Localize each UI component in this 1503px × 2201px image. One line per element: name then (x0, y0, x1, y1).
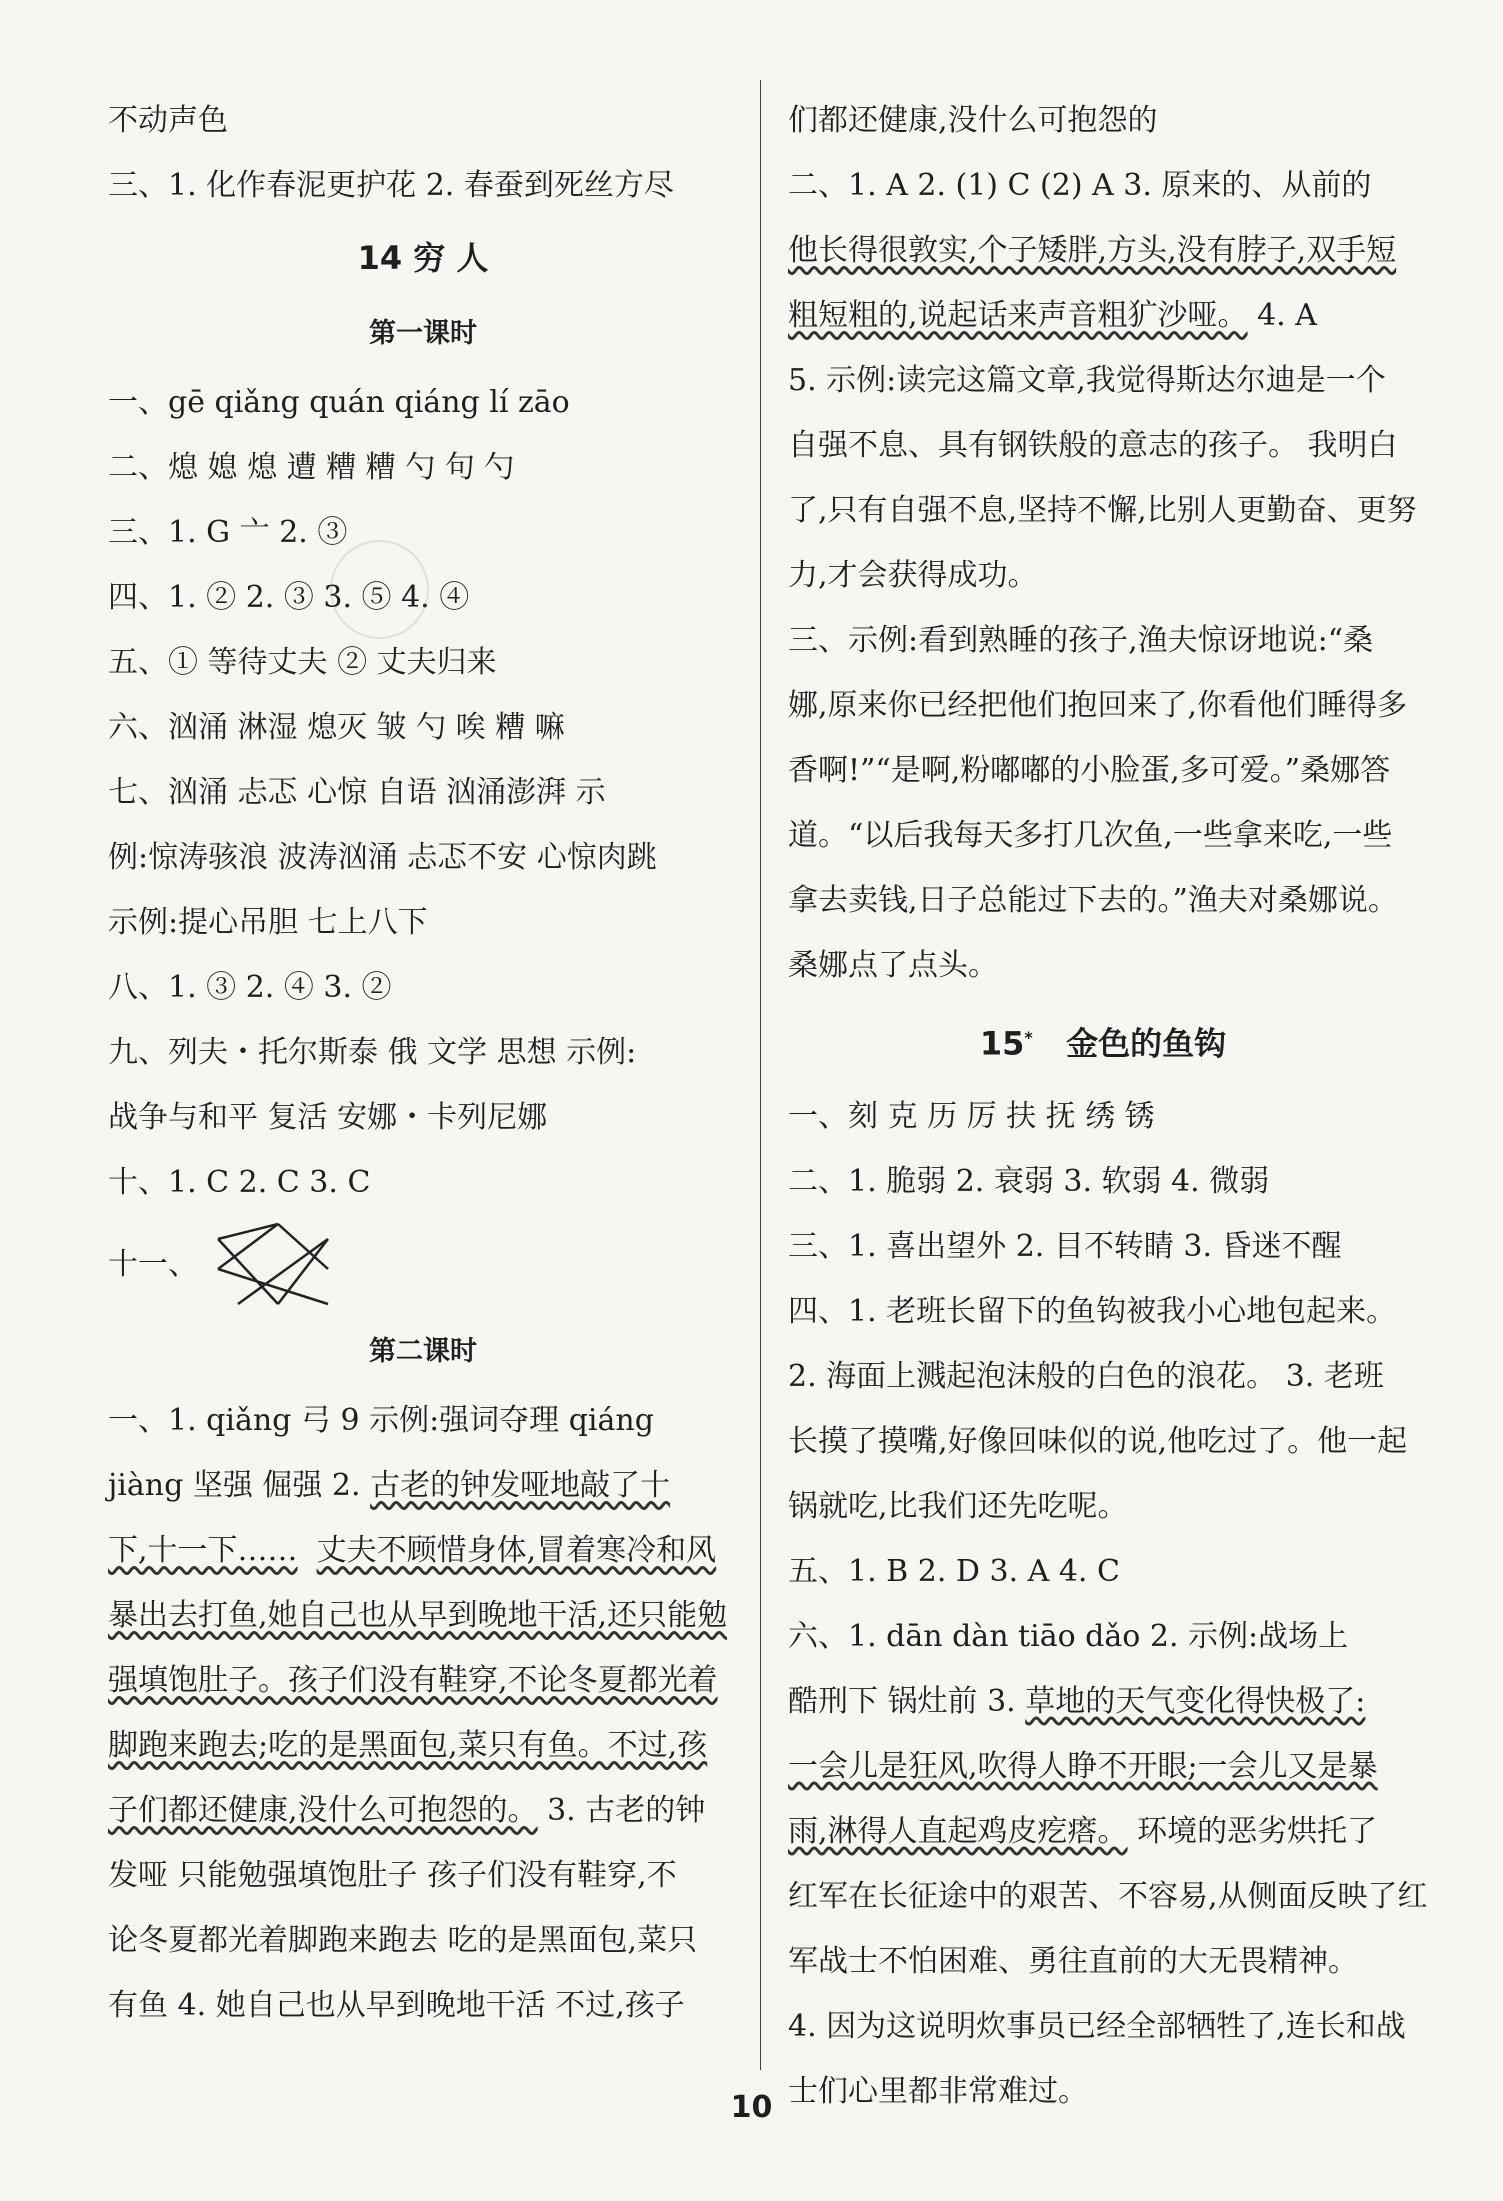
text-line (788, 1734, 1418, 1799)
text-line: 5. 示例:读完这篇文章,我觉得斯达尔迪是一个 (788, 363, 1386, 398)
text-line: 五、① 等待丈夫 ② 丈夫归来 (108, 645, 497, 680)
text-line: 十、1. C 2. C 3. C (108, 1165, 371, 1200)
text-line: 二、1. 脆弱 2. 衰弱 3. 软弱 4. 微弱 (788, 1163, 1270, 1199)
text-line: 发哑 只能勉强填饱肚子 孩子们没有鞋穿,不 (108, 1858, 677, 1893)
text-span: 3. 古老的钟 (537, 1793, 706, 1828)
text-line: 论冬夏都光着脚跑来跑去 吃的是黑面包,菜只 (108, 1923, 698, 1958)
text-line: 战争与和平 复活 安娜・卡列尼娜 (108, 1100, 548, 1135)
text-line (788, 283, 1418, 348)
underlined-text: 粗短粗的,说起话来声音粗犷沙哑。 (788, 298, 1248, 333)
text-line: 三、示例:看到熟睡的孩子,渔夫惊讶地说:“桑 (788, 623, 1374, 658)
text-line (108, 1648, 738, 1713)
page-number: 10 (730, 2090, 773, 2125)
text-line (788, 218, 1418, 283)
underlined-text: 他长得很敦实,个子矮胖,方头,没有脖子,双手短 (788, 233, 1397, 268)
text-line: 九、列夫・托尔斯泰 俄 文学 思想 示例: (108, 1035, 637, 1070)
text-line: 四、1. ② 2. ③ 3. ⑤ 4. ④ (108, 580, 470, 615)
text-line: 示例:提心吊胆 七上八下 (108, 905, 428, 940)
text-line: 六、1. dān dàn tiāo dǎo 2. 示例:战场上 (788, 1618, 1349, 1654)
text-line: 娜,原来你已经把他们抱回来了,你看他们睡得多 (788, 688, 1408, 723)
watermark-stamp (330, 540, 429, 639)
text-line: 了,只有自强不息,坚持不懈,比别人更勤奋、更努 (788, 493, 1417, 528)
text-line: 长摸了摸嘴,好像回味似的说,他吃过了。他一起 (788, 1423, 1408, 1459)
text-line: 一、gē qiǎng quán qiáng lí zāo (108, 385, 570, 420)
text-line: 4. 因为这说明炊事员已经全部牺牲了,连长和战 (788, 2008, 1406, 2044)
text-line: 拿去卖钱,日子总能过下去的。”渔夫对桑娜说。 (788, 883, 1398, 918)
text-line: 一、刻 克 历 厉 扶 抚 绣 锈 (788, 1098, 1155, 1134)
text-line (108, 1453, 738, 1518)
lesson-name: 金色的鱼钩 (1066, 1024, 1227, 1063)
lesson-title (788, 998, 1418, 1084)
underlined-text: 雨,淋得人直起鸡皮疙瘩。 (788, 1813, 1128, 1849)
text-line: 力,才会获得成功。 (788, 558, 1038, 593)
text-line: 有鱼 4. 她自己也从早到晚地干活 不过,孩子 (108, 1988, 685, 2023)
text-line: 桑娜点了点头。 (788, 948, 998, 983)
text-line: 六、汹涌 淋湿 熄灭 皱 勺 唉 糟 嘛 (108, 710, 565, 745)
text-line: 香啊!”“是啊,粉嘟嘟的小脸蛋,多可爱。”桑娜答 (788, 753, 1391, 788)
left-column (108, 88, 738, 2038)
text-line (788, 1799, 1418, 1864)
underlined-text: 丈夫不顾惜身体,冒着寒冷和风 (316, 1533, 717, 1568)
text-line: 例:惊涛骇浪 波涛汹涌 忐忑不安 心惊肉跳 (108, 840, 657, 875)
text-line: 红军在长征途中的艰苦、不容易,从侧面反映了红 (788, 1878, 1428, 1914)
text-line: 三、1. G 亠 2. ③ (108, 515, 348, 550)
text-line: 三、1. 化作春泥更护花 2. 春蚕到死丝方尽 (108, 168, 674, 203)
lesson-star: * (1024, 1028, 1033, 1047)
text-line: 三、1. 喜出望外 2. 目不转睛 3. 昏迷不醒 (788, 1228, 1342, 1264)
text-line (108, 1713, 738, 1778)
underlined-text: 一会儿是狂风,吹得人睁不开眼;一会儿又是暴 (788, 1748, 1378, 1784)
column-divider (760, 80, 761, 2070)
underlined-text: 草地的天气变化得快极了: (1025, 1683, 1366, 1719)
lesson-number: 15 (979, 1024, 1025, 1063)
text-line: 军战士不怕困难、勇往直前的大无畏精神。 (788, 1943, 1358, 1979)
text-line (108, 1518, 738, 1583)
text-span: 4. A (1247, 298, 1317, 333)
text-line: 士们心里都非常难过。 (788, 2073, 1088, 2109)
matching-lines-figure (208, 1219, 338, 1309)
section-heading: 第二课时 (369, 1336, 477, 1367)
text-line (108, 1583, 738, 1648)
text-line: 八、1. ③ 2. ④ 3. ② (108, 970, 392, 1005)
underlined-text: 古老的钟发哑地敲了十 (370, 1468, 671, 1503)
underlined-text: 脚跑来跑去;吃的是黑面包,菜只有鱼。不过,孩 (108, 1728, 708, 1763)
text-span: 酷刑下 锅灶前 3. (788, 1683, 1026, 1719)
text-line: 2. 海面上溅起泡沫般的白色的浪花。 3. 老班 (788, 1358, 1384, 1394)
text-span: jiàng 坚强 倔强 2. (108, 1468, 371, 1503)
text-label: 十一、 (108, 1246, 198, 1282)
lesson-title: 14 穷 人 (357, 239, 489, 277)
text-line: 二、1. A 2. (1) C (2) A 3. 原来的、从前的 (788, 168, 1372, 203)
section-heading: 第一课时 (369, 318, 477, 349)
text-line: 一、1. qiǎng 弓 9 示例:强词夺理 qiáng (108, 1403, 654, 1438)
matching-line-row (108, 1215, 738, 1310)
right-column (788, 88, 1428, 2124)
text-span: 环境的恶劣烘托了 (1127, 1813, 1378, 1849)
text-line (108, 1778, 738, 1843)
text-line: 四、1. 老班长留下的鱼钩被我小心地包起来。 (788, 1293, 1397, 1329)
underlined-text: 子们都还健康,没什么可抱怨的。 (108, 1793, 538, 1828)
underlined-text: 暴出去打鱼,她自己也从早到晚地干活,还只能勉 (108, 1598, 728, 1633)
text-line: 不动声色 (108, 103, 228, 138)
underlined-text: 下,十一下…… (108, 1533, 298, 1568)
text-line: 道。“以后我每天多打几次鱼,一些拿来吃,一些 (788, 818, 1393, 853)
text-line: 五、1. B 2. D 3. A 4. C (788, 1553, 1120, 1589)
text-line: 二、熄 媳 熄 遭 糟 糟 勺 句 勺 (108, 450, 515, 485)
text-line: 自强不息、具有钢铁般的意志的孩子。 我明白 (788, 428, 1398, 463)
text-line: 们都还健康,没什么可抱怨的 (788, 103, 1158, 138)
underlined-text: 强填饱肚子。孩子们没有鞋穿,不论冬夏都光着 (108, 1663, 718, 1698)
text-line: 锅就吃,比我们还先吃呢。 (788, 1488, 1128, 1524)
text-line: 七、汹涌 忐忑 心惊 自语 汹涌澎湃 示 (108, 775, 606, 810)
text-line (788, 1669, 1418, 1734)
